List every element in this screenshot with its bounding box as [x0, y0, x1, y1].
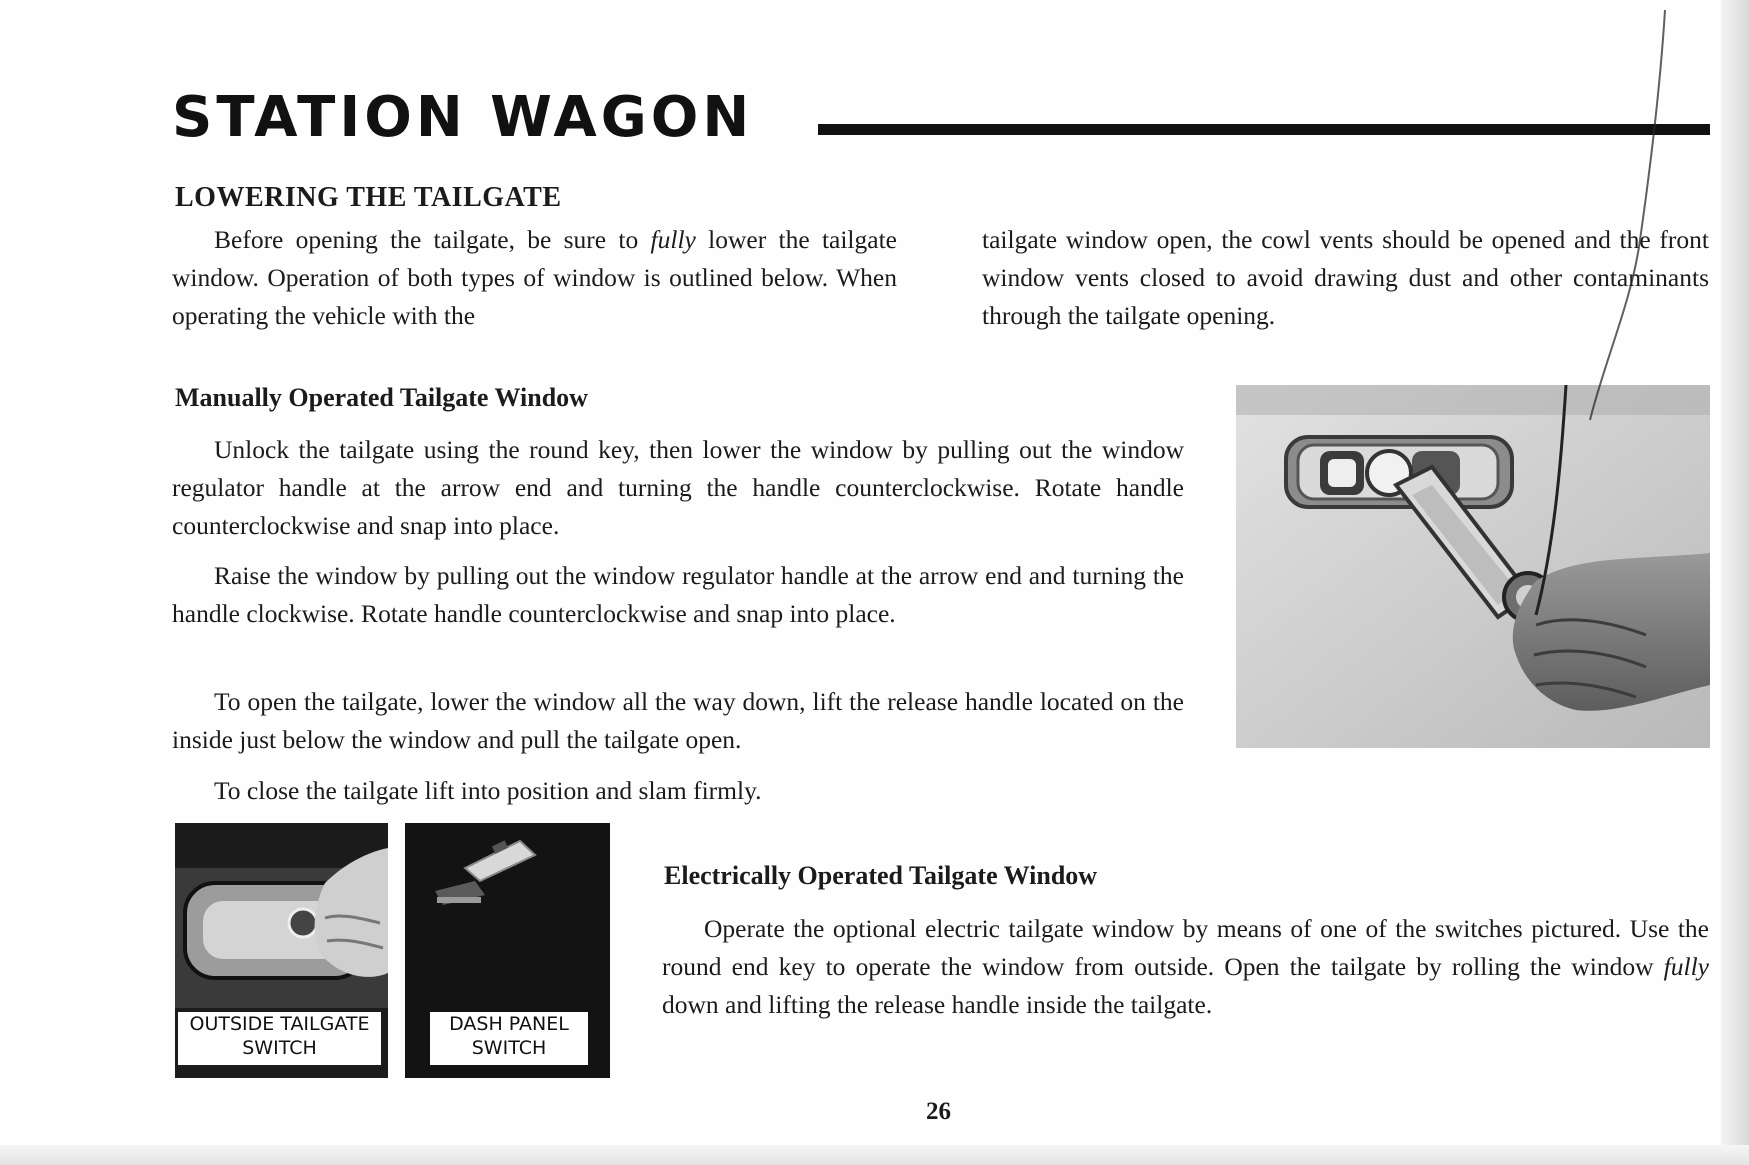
outside-caption-line1: OUTSIDE TAILGATE [189, 1013, 370, 1035]
regulator-handle-illustration [1236, 385, 1710, 748]
intro-col1-b: lower the tailgate window. Operation of both types of window is outlined below. When operating the vehicle with the [172, 225, 897, 330]
intro-col1-a: Before opening the tailgate, be sure to [214, 225, 651, 254]
intro-col1-emph: fully [650, 225, 696, 254]
section-heading: LOWERING THE TAILGATE [175, 182, 562, 213]
dash-switch-caption [430, 1012, 588, 1065]
outside-switch-caption [178, 1012, 381, 1065]
electric-para-emph: fully [1663, 952, 1709, 981]
manual-para-3: To open the tailgate, lower the window all the way down, lift the release handle located on the inside just below the window and pull the tailgate open. [172, 687, 1184, 754]
electric-para-b: down and lifting the release handle inside the tailgate. [662, 990, 1213, 1019]
page-title: STATION WAGON [172, 85, 754, 150]
outside-switch-photo [175, 823, 388, 1078]
dash-caption-line2: SWITCH [471, 1037, 547, 1059]
electric-para-1 [662, 910, 1709, 1024]
title-rule [818, 124, 1710, 135]
page-bottom-shadow [0, 1145, 1749, 1165]
outside-caption-line2: SWITCH [242, 1037, 317, 1059]
intro-column-1 [172, 221, 897, 335]
electric-para-a: Operate the optional electric tailgate window by means of one of the switches pictured. Use the round end key to operate the window from outside. Open the tailgate by rolling the window [662, 914, 1709, 981]
regulator-handle-photo [1236, 385, 1710, 748]
dash-switch-photo [405, 823, 610, 1078]
page-edge-shadow [1721, 0, 1749, 1165]
manual-para-2: Raise the window by pulling out the window regulator handle at the arrow end and turning the handle clockwise. Rotate handle counterclockwise and snap into place. [172, 561, 1184, 628]
manual-para-4: To close the tailgate lift into position and slam firmly. [214, 776, 762, 805]
dash-caption-line1: DASH PANEL [449, 1013, 569, 1035]
page-number: 26 [926, 1098, 951, 1125]
manual-heading: Manually Operated Tailgate Window [175, 383, 588, 412]
intro-column-2: tailgate window open, the cowl vents should be opened and the front window vents closed to avoid drawing dust and other contaminants through the tailgate opening. [982, 225, 1709, 330]
manual-para-1: Unlock the tailgate using the round key, then lower the window by pulling out the window regulator handle at the arrow end and turning the handle counterclockwise. Rotate handle counterclockwise and snap into place. [172, 435, 1184, 540]
electric-heading: Electrically Operated Tailgate Window [664, 861, 1098, 890]
